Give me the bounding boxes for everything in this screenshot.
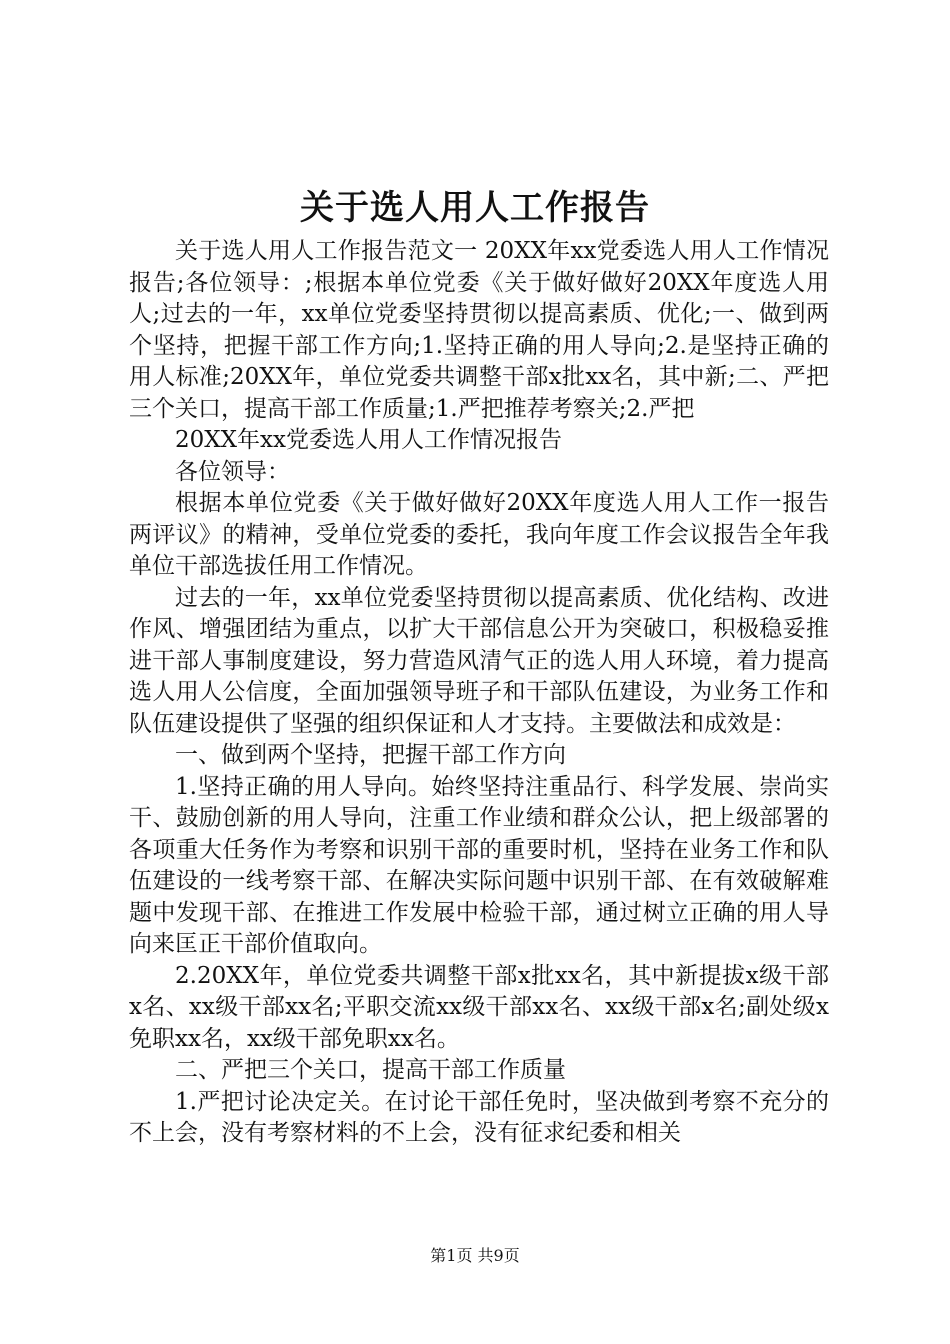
section-heading: 二、严把三个关口，提高干部工作质量 [175, 1057, 566, 1083]
paragraph: 1.坚持正确的用人导向。始终坚持注重品行、科学发展、崇尚实干、鼓励创新的用人导向，注重工作业绩和群众公认，把上级部署的各项重大任务作为考察和识别干部的重要时机，坚持在业务工作和队伍建设的一线考察干部、在解决实际问题中识别干部、在有效破解难题中发现干部、在推进工作发展中检验干部，通过树立正确的用人导向来匡正干部价值取向。 [129, 773, 829, 957]
page-number-footer: 第1页 共9页 [430, 1246, 520, 1265]
paragraph: 过去的一年，xx单位党委坚持贯彻以提高素质、优化结构、改进作风、增强团结为重点，以扩大干部信息公开为突破口，积极稳妥推进干部人事制度建设，努力营造风清气正的选人用人环境，着力提高选人用人公信度，全面加强领导班子和干部队伍建设，为业务工作和队伍建设提供了坚强的组织保证和人才支持。主要做法和成效是： [129, 584, 829, 737]
section-heading: 一、做到两个坚持，把握干部工作方向 [175, 742, 566, 768]
paragraph: 2.20XX年，单位党委共调整干部x批xx名，其中新提拔x级干部x名、xx级干部xx名;平职交流xx级干部xx名、xx级干部x名;副处级x免职xx名，xx级干部免职xx名。 [129, 962, 829, 1052]
paragraph: 根据本单位党委《关于做好做好20XX年度选人用人工作一报告两评议》的精神，受单位党委的委托，我向年度工作会议报告全年我单位干部选拔任用工作情况。 [129, 490, 829, 579]
document-body [129, 236, 829, 1150]
paragraph: 关于选人用人工作报告范文一 20XX年xx党委选人用人工作情况报告;各位领导：;根据本单位党委《关于做好做好20XX年度选人用人;过去的一年，xx单位党委坚持贯彻以提高素质、优化;一、做到两个坚持，把握干部工作方向;1.坚持正确的用人导向;2.是坚持正确的用人标准;20XX年，单位党委共调整干部x批xx名，其中新;二、严把三个关口，提高干部工作质量;1.严把推荐考察关;2.严把 [129, 238, 829, 422]
document-title: 关于选人用人工作报告 [300, 188, 650, 228]
paragraph: 1.严把讨论决定关。在讨论干部任免时，坚决做到考察不充分的不上会，没有考察材料的不上会，没有征求纪委和相关 [129, 1088, 829, 1146]
paragraph: 各位领导： [175, 458, 290, 485]
paragraph: 20XX年xx党委选人用人工作情况报告 [175, 427, 562, 453]
